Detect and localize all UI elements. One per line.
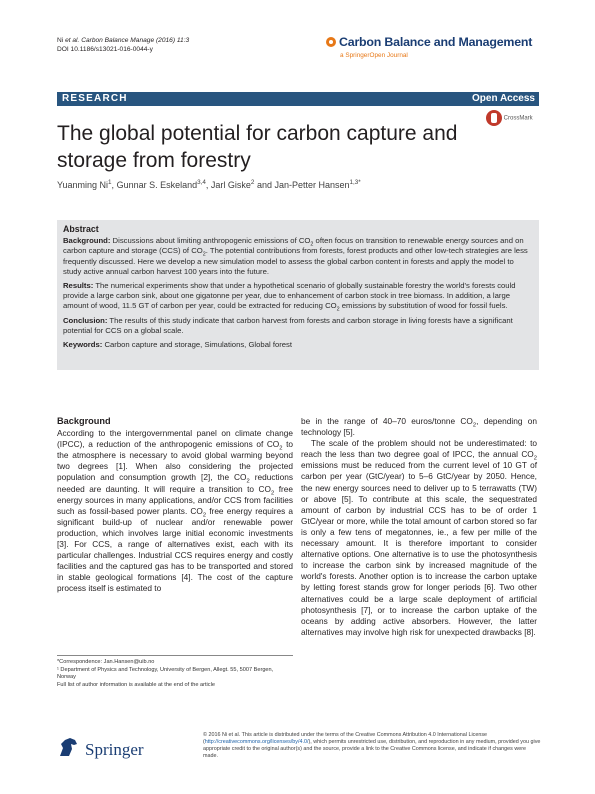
section-label: RESEARCH [62, 93, 128, 104]
journal-brand[interactable] [326, 33, 532, 59]
license-text: © 2016 Ni et al. This article is distributed under the terms of the Creative Commons Attribution 4.0 International License (http://creativecommons.org/licenses/by/4.0/), which permits unrestricted use, distribution, and reproduction in any medium, provided you give appropriate credit to the original author(s) and the source, provide a link to the Creative Commons license, and indicate if changes were made. [203, 732, 541, 759]
license-link[interactable]: http://creativecommons.org/licenses/by/4.0/ [204, 739, 309, 745]
abstract-heading: Abstract [63, 224, 99, 234]
crossmark-label: CrossMark [503, 115, 533, 122]
affiliation-note: ¹ Department of Physics and Technology, University of Bergen, Allegt. 55, 5007 Bergen, Norway [57, 666, 274, 680]
open-access-label: Open Access [472, 93, 535, 104]
crossmark-icon [486, 110, 502, 126]
body-right-column [301, 416, 537, 638]
author-affiliation-mark: 2 [250, 179, 255, 186]
abstract-results: Results: The numerical experiments show that under a hypothetical scenario of globally sustainable forestry the world's forests could provide a large carbon sink, about one gigatonne per year, due to enhancement of carbon stock in tree biomass. In addition, a large amount of wood, 11.5 GT of carbon per year, could be extracted for reducing $CO_2$ emissions by substitution of wood for fossil fuels. [63, 281, 516, 313]
crossmark-badge[interactable] [486, 110, 533, 126]
doi[interactable]: DOI 10.1186/s13021-016-0044-y [57, 46, 153, 53]
body-left-column [57, 416, 293, 595]
author-name[interactable]: Jan‑Petter Hansen [274, 180, 350, 190]
citation: Ni et al. Carbon Balance Manage (2016) 11:3 [57, 37, 190, 44]
author-affiliation-mark: 3,4 [197, 179, 206, 186]
article-title: The global potential for carbon capture and storage from forestry [57, 122, 458, 172]
author-name[interactable]: Yuanming Ni [57, 180, 109, 190]
journal-logo-icon [326, 37, 336, 47]
section-heading-background: Background [57, 416, 111, 426]
body-paragraph: be in the range of 40–70 euros/tonne $CO_2$, depending on technology [5]. [301, 416, 537, 438]
springer-horse-icon [57, 736, 81, 758]
full-list-note: Full list of author information is available at the end of the article [57, 681, 215, 688]
citation-journal: et al. Carbon Balance Manage (2016) 11:3 [65, 37, 190, 44]
section-bar [57, 92, 539, 106]
body-paragraph: According to the intergovernmental panel on climate change (IPCC), a reduction of the anthropogenic emissions of $CO_2$ to the atmosphere is necessary to avoid global warming beyond two degrees [1]. When also considering the projected population and consumption growth [2], the $CO_2$ reductions needed are daunting. It will require a transition to $CO_2$ free energy sources in many applications, and/or CCS from facilities such as fossil-based power plants. $CO_2$ free energy requires a significant build-up of nuclear and/or renewable power production, which involves large initial economic investments [3]. For CCS, a range of alternatives exist, each with its particular challenges. Industrial CCS requires energy and costly facilities and the captured gas has to be transported and stored in stable geological formations [4]. The cost of the capture process itself is estimated to [57, 428, 293, 594]
abstract-background: Background: Discussions about limiting anthropogenic emissions of $CO_2$ often focus on transition to renewable energy sources and on carbon capture and storage (CCS) of $CO_2$. The potential contributions from forests, forest products and other low-tech strategies are less frequently discussed. Here we develop a new simulation model to assess the global carbon content in forests and apply the model to study active annual carbon harvest 100 years into the future. [63, 236, 528, 276]
author-affiliation-mark: 1,3* [349, 179, 361, 186]
abstract-keywords: Keywords: Carbon capture and storage, Simulations, Global forest [63, 340, 293, 350]
author-affiliation-mark: 1 [108, 179, 112, 186]
publisher-name: Springer [85, 740, 144, 759]
footnotes [57, 655, 293, 689]
author-name[interactable]: Jarl Giske [210, 180, 251, 190]
running-header [57, 36, 189, 54]
journal-title: Carbon Balance and Management [339, 35, 533, 49]
journal-subtitle: a SpringerOpen Journal [340, 52, 408, 59]
abstract-box [57, 220, 539, 370]
author-list: Yuanming Ni$^1$, Gunnar S. Eskeland$^{3,4}$, Jarl Giske$^2$ and Jan‑Petter Hansen$^{1,3*}$ [57, 179, 361, 190]
correspondence-note[interactable]: *Correspondence: Jan.Hansen@uib.no [57, 659, 155, 665]
author-name[interactable]: Gunnar S. Eskeland [116, 180, 198, 190]
body-paragraph: The scale of the problem should not be underestimated: to reach the less than two degree goal of IPCC, the annual $CO_2$ emissions must be reduced from the current level of 10 GT of carbon per year (GtC/year) to 5–6 GtC/year by 2050. Hence, the new energy sources need to deliver up to 5 terrawatts (TW) or above [5]. To contribute at this scale, the sequestrated amount of carbon by industrial CCS has to be of order 1 GtC/year or more, while the total amount of carbon stored so far is only a few tens of megatonnes, ie., a few per mille of the necessary amount. It is therefore important to consider alternative options. One alternative is to use the photosynthesis to increase the carbon sink by increased magnitude of the world's forests. Another option is to increase the carbon uptake by letting forest stands grow for longer periods [6]. Two other alternatives could be a large scale deployment of artificial photosynthesis [7], or to increase the carbon uptake of the oceans by adding active absorbers. However, the latter alternatives may involve high risk for unexpected drawbacks [8]. [301, 438, 537, 637]
abstract-conclusion: Conclusion: The results of this study indicate that carbon harvest from forests and carbon storage in living forests have a significant potential for CCS on a global scale. [63, 315, 513, 335]
